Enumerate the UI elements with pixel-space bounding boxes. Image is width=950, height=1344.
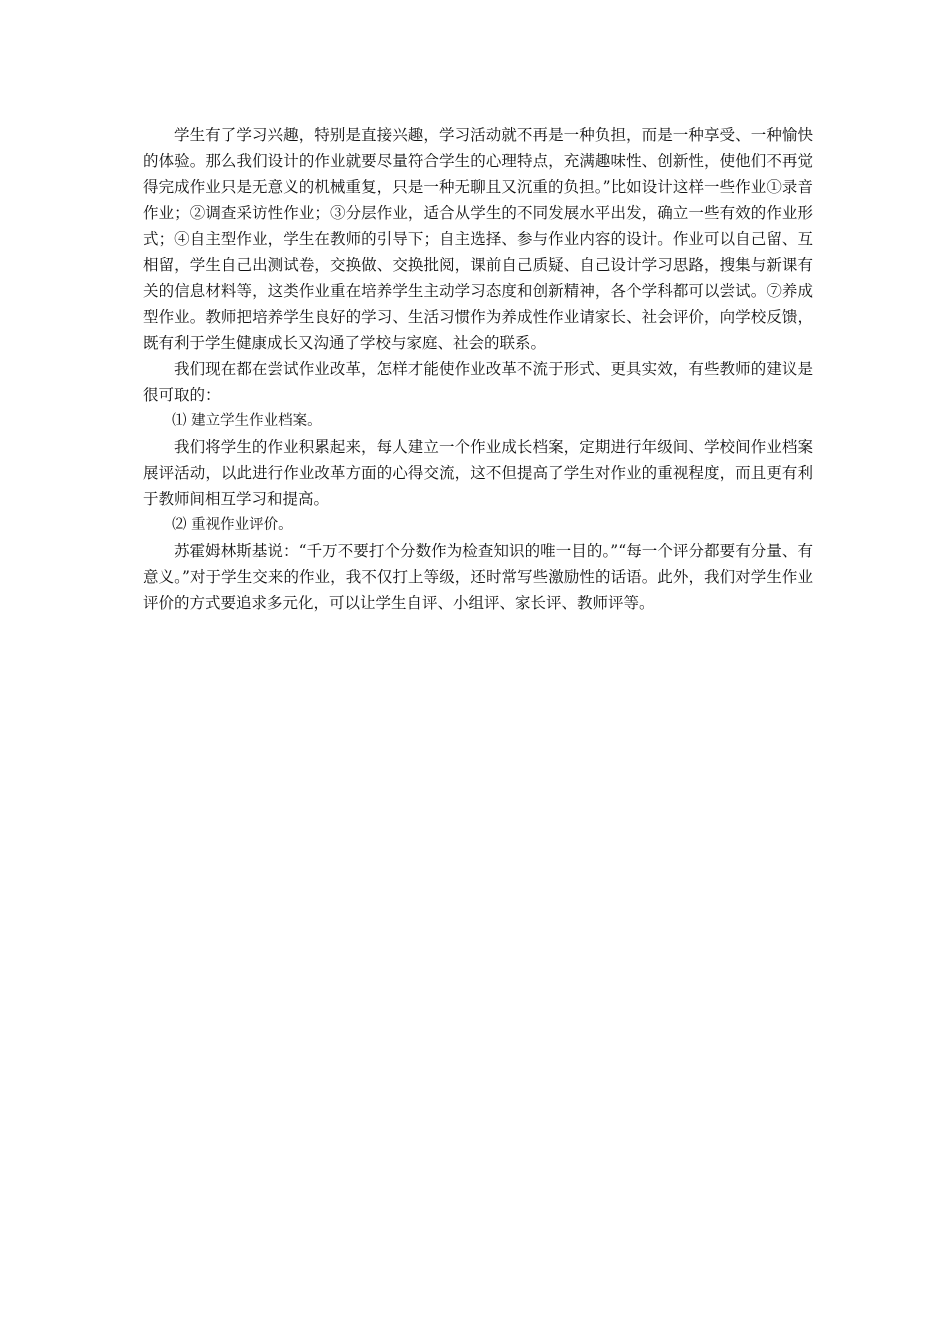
paragraph-homework-archive: 我们将学生的作业积累起来，每人建立一个作业成长档案，定期进行年级间、学校间作业档案展评活动，以此进行作业改革方面的心得交流，这不但提高了学生对作业的重视程度，而且更有利于教师间相互学习和提高。 [143, 438, 813, 508]
subheading-homework-evaluation: ⑵ 重视作业评价。 [172, 517, 293, 533]
paragraph-homework-reform: 我们现在都在尝试作业改革，怎样才能使作业改革不流于形式、更具实效，有些教师的建议是很可取的： [143, 360, 813, 404]
subheading-homework-archive: ⑴ 建立学生作业档案。 [172, 413, 322, 429]
paragraph-homework-interest: 学生有了学习兴趣，特别是直接兴趣，学习活动就不再是一种负担，而是一种享受、一种愉快的体验。那么我们设计的作业就要尽量符合学生的心理特点，充满趣味性、创新性，使他们不再觉得完成作业只是无意义的机械重复，只是一种无聊且又沉重的负担。”比如设计这样一些作业①录音作业；②调查采访性作业；③分层作业，适合从学生的不同发展水平出发，确立一些有效的作业形式；④自主型作业，学生在教师的引导下；自主选择、参与作业内容的设计。作业可以自己留、互相留，学生自己出测试卷，交换做、交换批阅，课前自己质疑、自己设计学习思路，搜集与新课有关的信息材料等，这类作业重在培养学生主动学习态度和创新精神，各个学科都可以尝试。⑦养成型作业。教师把培养学生良好的学习、生活习惯作为养成性作业请家长、社会评价，向学校反馈，既有利于学生健康成长又沟通了学校与家庭、社会的联系。 [143, 126, 813, 352]
document-body [143, 122, 813, 616]
paragraph-homework-evaluation: 苏霍姆林斯基说：“千万不要打个分数作为检查知识的唯一目的。”“每一个评分都要有分量、有意义。”对于学生交来的作业，我不仅打上等级，还时常写些激励性的话语。此外，我们对学生作业评价的方式要追求多元化，可以让学生自评、小组评、家长评、教师评等。 [143, 542, 813, 612]
